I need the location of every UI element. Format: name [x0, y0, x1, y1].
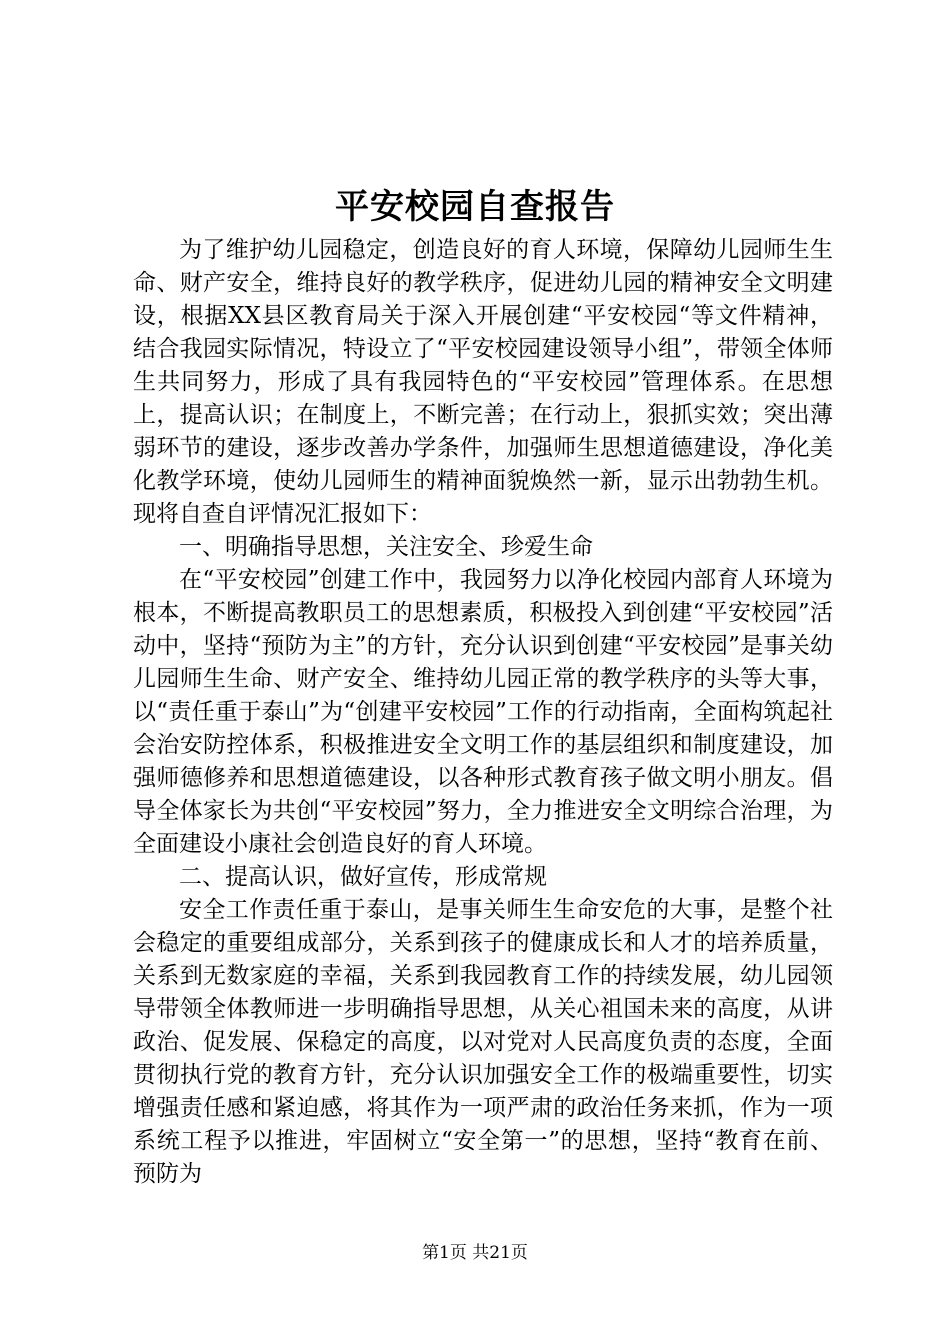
document-title: 平安校园自查报告	[335, 187, 615, 227]
section-1-paragraph: 在“平安校园”创建工作中，我园努力以净化校园内部育人环境为根本，不断提高教职员工的思想素质，积极投入到创建“平安校园”活动中，坚持“预防为主”的方针，充分认识到创建“平安校园”是事关幼儿园师生生命、财产安全、维持幼儿园正常的教学秩序的头等大事，以“责任重于泰山”为“创建平安校园”工作的行动指南，全面构筑起社会治安防控体系，积极推进安全文明工作的基层组织和制度建设，加强师德修养和思想道德建设，以各种形式教育孩子做文明小朋友。倡导全体家长为共创“平安校园”努力，全力推进安全文明综合治理，为全面建设小康社会创造良好的育人环境。	[133, 567, 833, 857]
document-body	[133, 234, 833, 1191]
page-footer: 第1页 共21页	[422, 1243, 528, 1263]
section-heading-1: 一、明确指导思想，关注安全、珍爱生命	[179, 534, 593, 560]
section-2-paragraph: 安全工作责任重于泰山，是事关师生生命安危的大事，是整个社会稳定的重要组成部分，关系到孩子的健康成长和人才的培养质量，关系到无数家庭的幸福，关系到我园教育工作的持续发展，幼儿园领导带领全体教师进一步明确指导思想，从关心祖国未来的高度，从讲政治、促发展、保稳定的高度，以对党对人民高度负责的态度，全面贯彻执行党的教育方针，充分认识加强安全工作的极端重要性，切实增强责任感和紧迫感，将其作为一项严肃的政治任务来抓，作为一项系统工程予以推进，牢固树立“安全第一”的思想，坚持“教育在前、预防为	[133, 897, 833, 1187]
intro-paragraph: 为了维护幼儿园稳定，创造良好的育人环境，保障幼儿园师生生命、财产安全，维持良好的教学秩序，促进幼儿园的精神安全文明建设，根据XX县区教育局关于深入开展创建“平安校园“等文件精神，结合我园实际情况，特设立了“平安校园建设领导小组”，带领全体师生共同努力，形成了具有我园特色的“平安校园”管理体系。在思想上，提高认识；在制度上，不断完善；在行动上，狠抓实效；突出薄弱环节的建设，逐步改善办学条件，加强师生思想道德建设，净化美化教学环境，使幼儿园师生的精神面貌焕然一新，显示出勃勃生机。现将自查自评情况汇报如下：	[133, 237, 833, 527]
section-heading-2: 二、提高认识，做好宣传，形成常规	[179, 864, 547, 890]
